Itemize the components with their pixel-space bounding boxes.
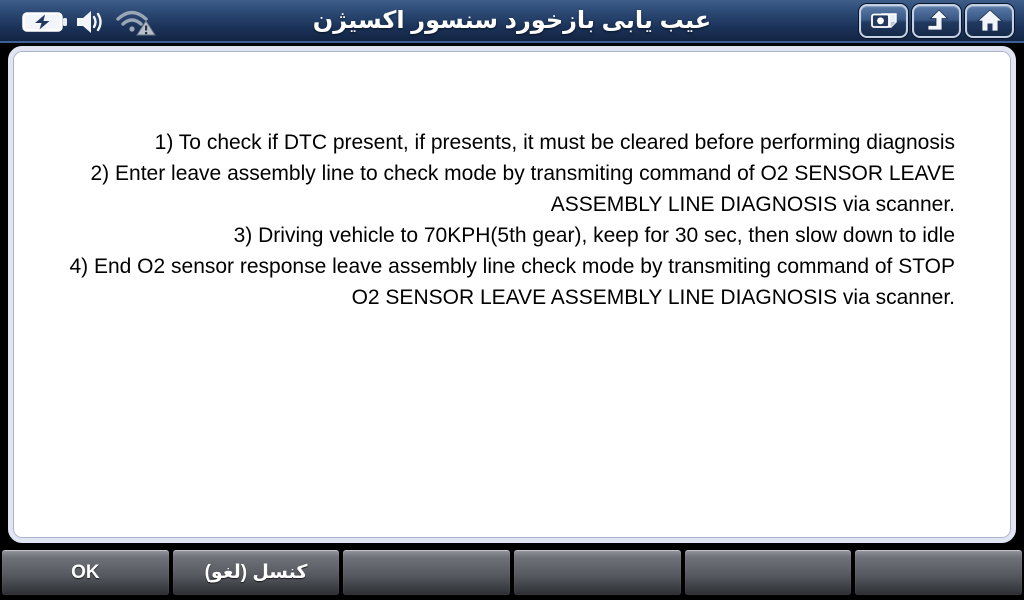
title-bar	[0, 0, 1024, 43]
instruction-step-1: 1) To check if DTC present, if presents, it must be cleared before performing diagnosis	[154, 131, 955, 154]
topbar-button-group	[859, 4, 1014, 38]
instruction-step-3: 3) Driving vehicle to 70KPH(5th gear), keep for 30 sec, then slow down to idle	[233, 224, 955, 247]
softkey-empty-6	[855, 550, 1022, 595]
softkey-empty-4	[514, 550, 681, 595]
instruction-text	[13, 51, 1011, 313]
softkey-empty-5	[685, 550, 852, 595]
instruction-step-2: 2) Enter leave assembly line to check mode by transmiting command of O2 SENSOR LEAVE ASSEMBLY LINE DIAGNOSIS via scanner.	[90, 162, 955, 216]
instruction-step-4: 4) End O2 sensor response leave assembly line check mode by transmiting command of STOP O2 SENSOR LEAVE ASSEMBLY LINE DIAGNOSIS via scanner.	[69, 255, 955, 309]
page-title: عیب یابی بازخورد سنسور اکسیژن	[312, 7, 712, 34]
up-button[interactable]	[912, 4, 961, 38]
home-icon	[977, 9, 1003, 33]
softkey-bar	[0, 544, 1024, 600]
up-arrow-icon	[924, 9, 950, 33]
cancel-button[interactable]: کنسل (لغو)	[173, 550, 340, 595]
softkey-empty-3	[343, 550, 510, 595]
ok-button[interactable]: OK	[2, 550, 169, 595]
screenshot-button[interactable]	[859, 4, 908, 38]
home-button[interactable]	[965, 4, 1014, 38]
instruction-panel	[8, 46, 1016, 543]
screenshot-icon	[870, 10, 898, 32]
